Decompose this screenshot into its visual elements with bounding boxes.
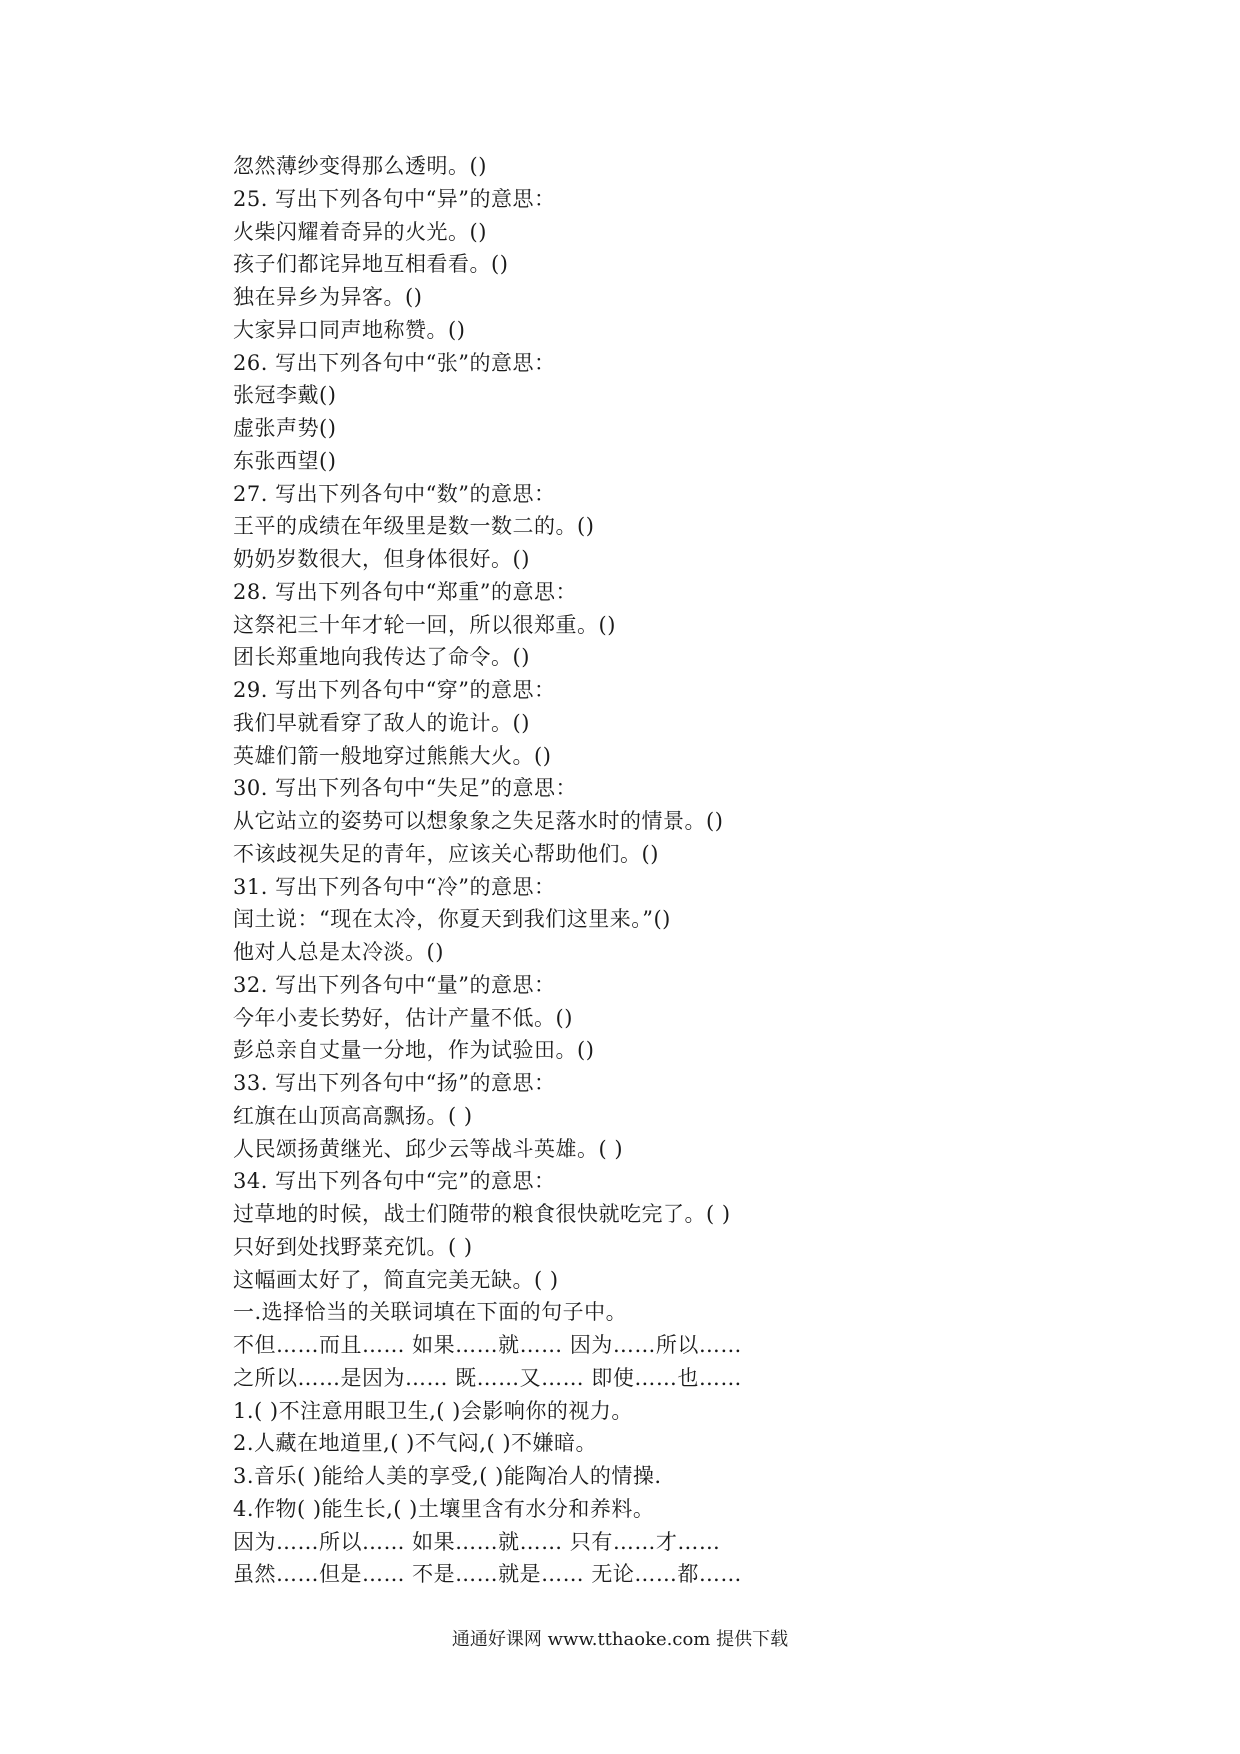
text-line: 25. 写出下列各句中“异”的意思： bbox=[233, 186, 556, 211]
text-line: 英雄们箭一般地穿过熊熊大火。() bbox=[233, 743, 552, 768]
text-line: 1.( )不注意用眼卫生,( )会影响你的视力。 bbox=[233, 1398, 633, 1423]
text-line: 之所以……是因为…… 既……又…… 即使……也…… bbox=[233, 1365, 742, 1390]
text-line: 只好到处找野菜充饥。( ) bbox=[233, 1234, 473, 1259]
text-line: 33. 写出下列各句中“扬”的意思： bbox=[233, 1071, 556, 1095]
text-line: 闰土说：“现在太冷，你夏天到我们这里来。”() bbox=[233, 907, 671, 932]
text-line: 彭总亲自丈量一分地，作为试验田。() bbox=[233, 1038, 595, 1063]
document-body bbox=[233, 150, 1033, 1591]
text-line: 29. 写出下列各句中“穿”的意思： bbox=[233, 678, 556, 702]
text-line: 31. 写出下列各句中“冷”的意思： bbox=[233, 874, 556, 899]
text-line: 忽然薄纱变得那么透明。() bbox=[233, 154, 487, 178]
text-line: 孩子们都诧异地互相看看。() bbox=[233, 252, 509, 277]
text-line: 火柴闪耀着奇异的火光。() bbox=[233, 219, 487, 244]
text-line: 虚张声势() bbox=[233, 416, 337, 440]
text-line: 独在异乡为异客。() bbox=[233, 285, 423, 309]
text-line: 3.音乐( )能给人美的享受,( )能陶冶人的情操. bbox=[233, 1464, 662, 1488]
text-line: 26. 写出下列各句中“张”的意思： bbox=[233, 350, 556, 375]
text-line: 一.选择恰当的关联词填在下面的句子中。 bbox=[233, 1300, 628, 1325]
text-line: 30. 写出下列各句中“失足”的意思： bbox=[233, 776, 578, 801]
text-line: 4.作物( )能生长,( )土壤里含有水分和养料。 bbox=[233, 1496, 655, 1521]
text-line: 不但……而且…… 如果……就…… 因为……所以…… bbox=[233, 1333, 742, 1357]
text-line: 张冠李戴() bbox=[233, 383, 337, 408]
text-line: 王平的成绩在年级里是数一数二的。() bbox=[233, 514, 595, 539]
text-line: 从它站立的姿势可以想象象之失足落水时的情景。() bbox=[233, 809, 724, 833]
text-line: 34. 写出下列各句中“完”的意思： bbox=[233, 1169, 556, 1194]
text-line: 团长郑重地向我传达了命令。() bbox=[233, 645, 530, 670]
text-line: 虽然……但是…… 不是……就是…… 无论……都…… bbox=[233, 1562, 742, 1587]
text-line: 27. 写出下列各句中“数”的意思： bbox=[233, 481, 556, 506]
text-line: 28. 写出下列各句中“郑重”的意思： bbox=[233, 579, 578, 604]
text-line: 东张西望() bbox=[233, 448, 337, 473]
text-line: 这祭祀三十年才轮一回，所以很郑重。() bbox=[233, 612, 616, 637]
text-line: 过草地的时候，战士们随带的粮食很快就吃完了。( ) bbox=[233, 1202, 731, 1226]
text-line: 他对人总是太冷淡。() bbox=[233, 940, 444, 964]
text-line: 因为……所以…… 如果……就…… 只有……才…… bbox=[233, 1529, 721, 1554]
text-line: 32. 写出下列各句中“量”的意思： bbox=[233, 972, 556, 997]
text-line: 大家异口同声地称赞。() bbox=[233, 317, 466, 342]
text-line: 不该歧视失足的青年，应该关心帮助他们。() bbox=[233, 841, 659, 866]
page-footer: 通通好课网 www.tthaoke.com 提供下载 bbox=[451, 1629, 789, 1650]
text-line: 今年小麦长势好，估计产量不低。() bbox=[233, 1005, 573, 1030]
text-line: 奶奶岁数很大，但身体很好。() bbox=[233, 547, 530, 571]
text-line: 这幅画太好了，简直完美无缺。( ) bbox=[233, 1267, 559, 1292]
text-line: 人民颂扬黄继光、邱少云等战斗英雄。( ) bbox=[233, 1136, 624, 1161]
text-line: 2.人藏在地道里,( )不气闷,( )不嫌暗。 bbox=[233, 1431, 598, 1456]
text-line: 我们早就看穿了敌人的诡计。() bbox=[233, 710, 530, 735]
text-line: 红旗在山顶高高飘扬。( ) bbox=[233, 1103, 473, 1128]
